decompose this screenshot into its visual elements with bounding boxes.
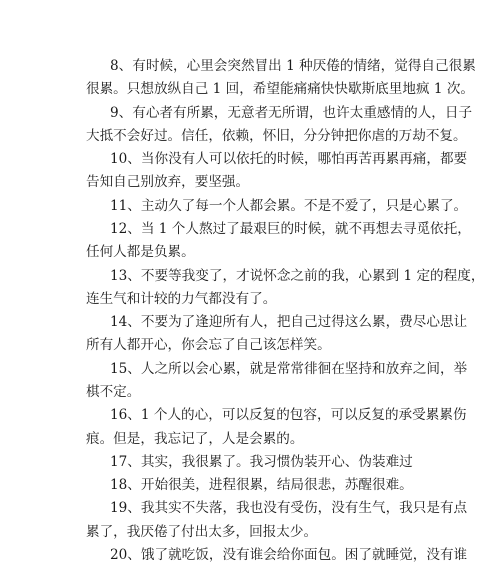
item-13-line-2: 连生气和计较的力气都没有了。	[86, 291, 277, 307]
item-17-line-1: 17、其实，我很累了。我习惯伪装开心、伪装难过	[110, 454, 413, 470]
item-8-line-1: 8、有时候，心里会突然冒出 1 种厌倦的情绪，觉得自己很累	[110, 58, 476, 74]
item-12-line-1: 12、当 1 个人熬过了最艰巨的时候，就不再想去寻觅依托，	[110, 221, 471, 237]
item-10-line-2: 告知自己别放弃，要坚强。	[86, 174, 250, 190]
item-14-line-2: 所有人都开心，你会忘了自己该怎样笑。	[86, 337, 331, 353]
item-19-line-2: 累了，我厌倦了付出太多，回报太少。	[86, 524, 318, 540]
item-16-line-1: 16、1 个人的心，可以反复的包容，可以反复的承受累累伤	[110, 407, 467, 423]
item-15-line-1: 15、人之所以会心累，就是常常徘徊在坚持和放弃之间，举	[110, 361, 468, 377]
item-14-line-1: 14、不要为了逢迎所有人，把自己过得这么累，费尽心思让	[110, 314, 468, 330]
item-13-line-1: 13、不要等我变了，才说怀念之前的我，心累到 1 定的程度，	[110, 268, 485, 284]
item-20-line-1: 20、饿了就吃饭，没有谁会给你面包。困了就睡觉，没有谁	[110, 547, 468, 563]
item-9-line-2: 大抵不会好过。信任，依赖，怀旧，分分钟把你虐的万劫不复。	[86, 128, 467, 144]
item-10-line-1: 10、当你没有人可以依托的时候，哪怕再苦再累再痛，都要	[110, 151, 468, 167]
item-15-line-2: 棋不定。	[86, 384, 141, 400]
item-16-line-2: 痕。但是，我忘记了，人是会累的。	[86, 431, 304, 447]
item-9-line-1: 9、有心者有所累，无意者无所谓，也许太重感情的人，日子	[110, 105, 473, 121]
item-8-line-2: 很累。只想放纵自己 1 回，希望能痛痛快快歇斯底里地疯 1 次。	[86, 81, 475, 97]
item-19-line-1: 19、我其实不失落，我也没有受伤，没有生气，我只是有点	[110, 500, 468, 516]
item-18-line-1: 18、开始很美，进程很累，结局很悲，苏醒很难。	[110, 477, 413, 493]
item-12-line-2: 任何人都是负累。	[86, 244, 195, 260]
item-11-line-1: 11、主动久了每一个人都会累。不是不爱了，只是心累了。	[110, 198, 468, 214]
